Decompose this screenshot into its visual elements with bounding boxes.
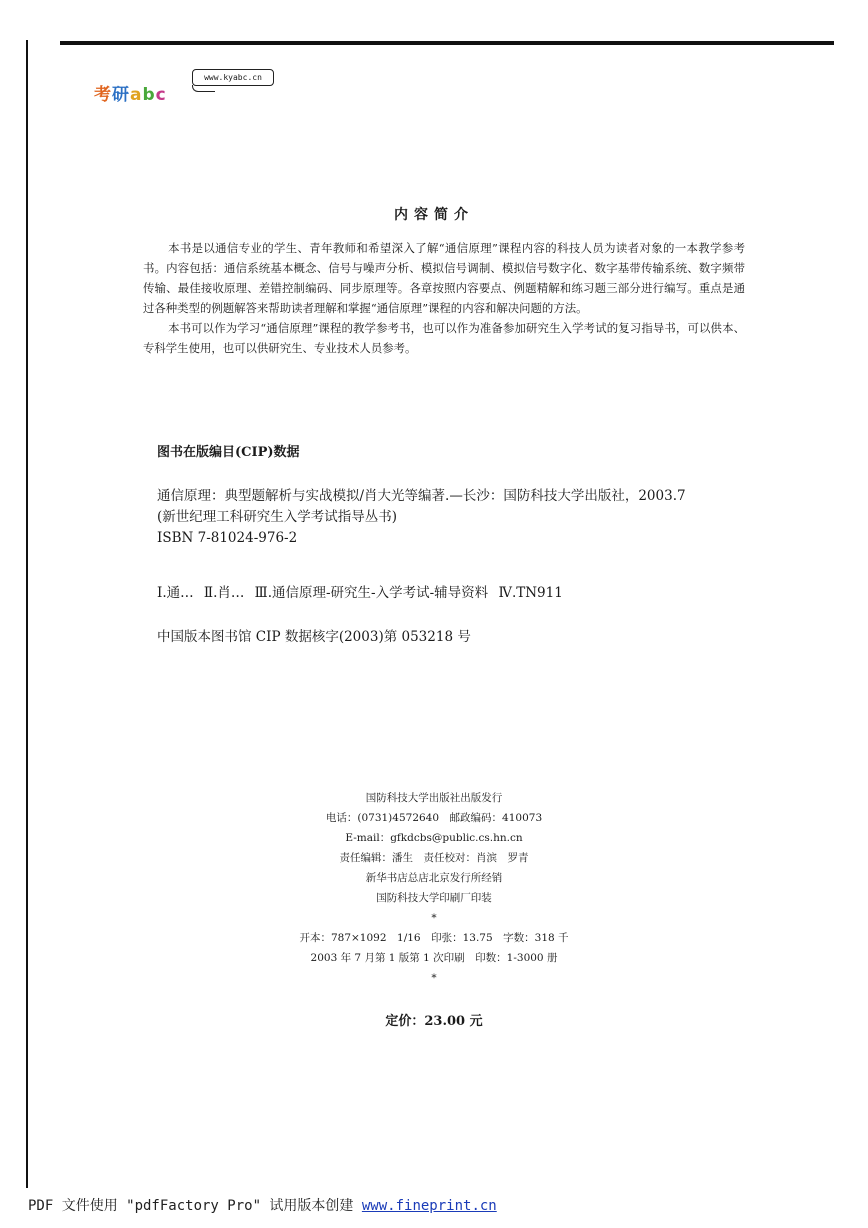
colophon-line: 国防科技大学出版社出版发行 (365, 792, 503, 804)
pdf-footer (28, 1195, 497, 1215)
colophon-star: * (431, 972, 437, 984)
logo-char: a (130, 85, 143, 105)
top-border-rule (60, 41, 834, 45)
summary-paragraph: 本书是以通信专业的学生、青年教师和希望深入了解“通信原理”课程内容的科技人员为读者对象的一本教学参考书。内容包括：通信系统基本概念、信号与噪声分析、模拟信号调制、模拟信号数字化、数字基带传输系统、数字频带传输、最佳接收原理、差错控制编码、同步原理等。各章按照内容要点、例题精解和练习题三部分进行编写。重点是通过各种类型的例题解答来帮助读者理解和掌握“通信原理”课程的内容和解决问题的方法。 (143, 241, 745, 315)
logo-char: c (155, 85, 167, 105)
colophon-line: 新华书店总店北京发行所经销 (365, 872, 503, 884)
colophon-line: 责任编辑：潘生 责任校对：肖滨 罗青 (339, 852, 529, 864)
logo-char: 考 (94, 85, 112, 105)
footer-text: PDF 文件使用 "pdfFactory Pro" 试用版本创建 (28, 1198, 362, 1214)
colophon-line: 电话：(0731)4572640 邮政编码：410073 (325, 812, 543, 824)
logo-char: 研 (112, 85, 130, 105)
colophon (0, 788, 868, 988)
cip-record-number: 中国版本图书馆 CIP 数据核字(2003)第 053218 号 (157, 629, 471, 645)
price: 定价：23.00 元 (385, 1014, 483, 1029)
cip-heading: 图书在版编目(CIP)数据 (157, 445, 300, 460)
summary-paragraph: 本书可以作为学习“通信原理”课程的教学参考书，也可以作为准备参加研究生入学考试的复习指导书，可以供本、专科学生使用，也可以供研究生、专业技术人员参考。 (143, 321, 745, 355)
cip-isbn: ISBN 7-81024-976-2 (157, 530, 298, 546)
colophon-line: 2003 年 7 月第 1 版第 1 次印刷 印数：1-3000 册 (310, 952, 558, 964)
cip-classification: Ⅰ.通… Ⅱ.肖… Ⅲ.通信原理-研究生-入学考试-辅导资料 Ⅳ.TN911 (157, 585, 563, 601)
footer-link[interactable]: www.fineprint.cn (361, 1198, 497, 1214)
colophon-line: 开本：787×1092 1/16 印张：13.75 字数：318 千 (299, 932, 569, 944)
colophon-line: E-mail：gfkdcbs@public.cs.hn.cn (345, 832, 523, 844)
logo-url-bubble: www.kyabc.cn (192, 69, 274, 86)
bubble-tail (192, 85, 215, 92)
logo-char: b (142, 85, 156, 105)
colophon-star: * (431, 912, 437, 924)
colophon-line: 国防科技大学印刷厂印装 (376, 892, 492, 904)
page-title: 内容简介 (394, 207, 474, 223)
kyabc-logo (94, 80, 167, 105)
cip-line: (新世纪理工科研究生入学考试指导丛书) (157, 509, 398, 525)
cip-line: 通信原理：典型题解析与实战模拟/肖大光等编著.—长沙：国防科技大学出版社，2003.7 (157, 488, 686, 504)
cip-record (157, 486, 686, 549)
content-summary (143, 238, 745, 358)
